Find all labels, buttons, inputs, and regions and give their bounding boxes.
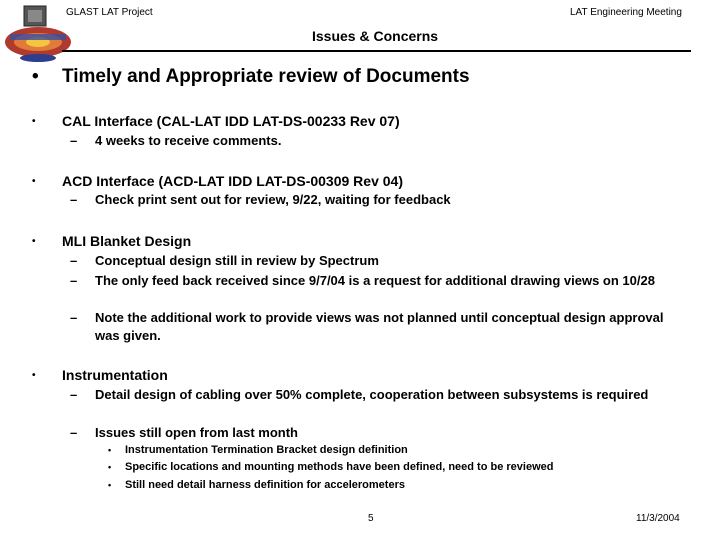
item-acd-interface: ACD Interface (ACD-LAT IDD LAT-DS-00309 Rev 04) (62, 173, 403, 189)
dash-icon: – (70, 387, 78, 402)
dash-icon: – (70, 253, 78, 268)
bullet-icon: • (32, 116, 36, 127)
bullet-icon: • (108, 462, 112, 472)
item-mli-blanket: MLI Blanket Design (62, 233, 192, 249)
item-instrumentation: Instrumentation (62, 367, 168, 383)
bullet-icon: • (32, 236, 36, 247)
sub-sub-item: Still need detail harness definition for accelerometers (125, 479, 405, 491)
sub-item: Detail design of cabling over 50% complete, cooperation between subsystems is required (95, 387, 649, 402)
bullet-icon: • (32, 176, 36, 187)
project-name: GLAST LAT Project (66, 7, 153, 18)
header-divider (62, 50, 691, 52)
slide-title: Issues & Concerns (312, 28, 439, 44)
sub-sub-item: Specific locations and mounting methods have been defined, need to be reviewed (125, 461, 554, 473)
dash-icon: – (70, 133, 78, 148)
glast-logo (2, 4, 74, 66)
page-number: 5 (368, 513, 374, 524)
sub-item: The only feed back received since 9/7/04 is a request for additional drawing views on 10/28 (95, 273, 655, 288)
main-bullet: • (32, 66, 39, 87)
dash-icon: – (70, 192, 78, 207)
dash-icon: – (70, 273, 78, 288)
sub-item: Check print sent out for review, 9/22, waiting for feedback (95, 192, 451, 207)
footer-date: 11/3/2004 (636, 513, 680, 524)
sub-item: Issues still open from last month (95, 425, 298, 440)
meeting-name: LAT Engineering Meeting (570, 7, 682, 18)
sub-item: 4 weeks to receive comments. (95, 133, 282, 148)
sub-sub-item: Instrumentation Termination Bracket design definition (125, 444, 408, 456)
main-heading: Timely and Appropriate review of Documents (62, 66, 470, 87)
dash-icon: – (70, 425, 78, 440)
bullet-icon: • (32, 370, 36, 381)
bullet-icon: • (108, 480, 112, 490)
bullet-icon: • (108, 445, 112, 455)
item-cal-interface: CAL Interface (CAL-LAT IDD LAT-DS-00233 Rev 07) (62, 113, 400, 129)
sub-item: Note the additional work to provide views was not planned until conceptual design approval was given. (95, 310, 664, 343)
sub-item: Conceptual design still in review by Spectrum (95, 253, 379, 268)
dash-icon: – (70, 310, 78, 325)
